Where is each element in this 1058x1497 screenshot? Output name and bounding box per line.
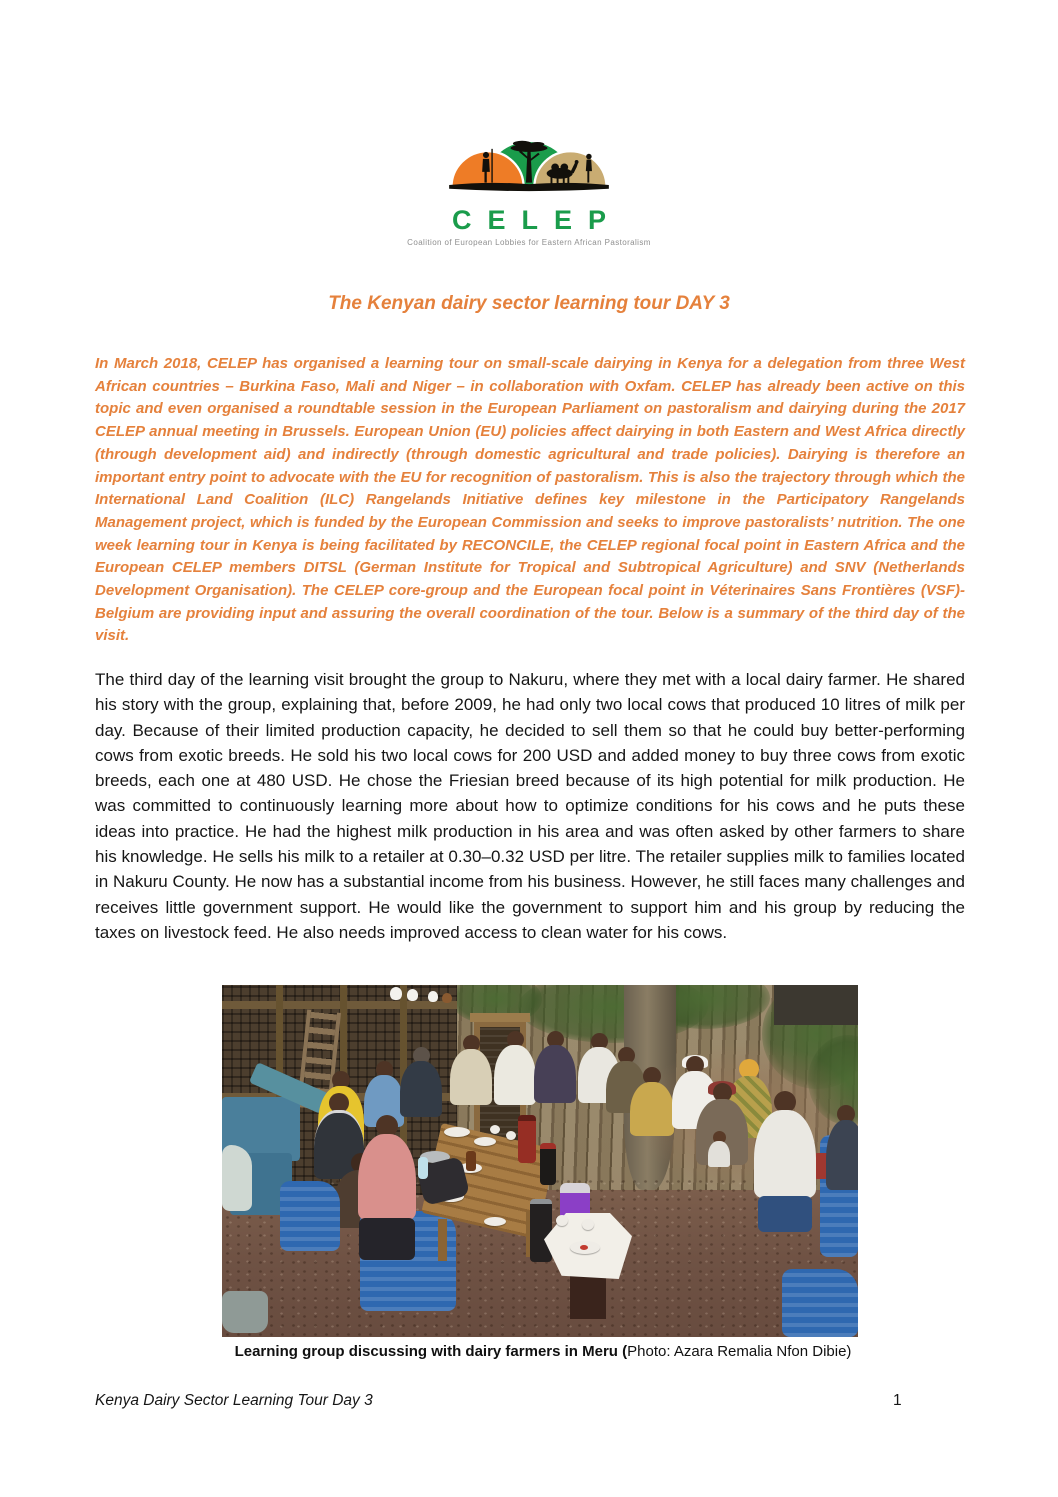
cup xyxy=(556,1215,568,1226)
cooking-pot xyxy=(222,1291,268,1333)
thermos-red xyxy=(518,1115,536,1163)
thermos-black xyxy=(530,1199,552,1262)
bottle xyxy=(466,1151,476,1171)
person xyxy=(450,1035,492,1105)
person xyxy=(630,1067,674,1136)
water-bottle xyxy=(418,1157,428,1179)
person xyxy=(494,1031,536,1105)
celep-logo-icon xyxy=(443,112,615,198)
chicken xyxy=(390,987,402,1000)
chicken xyxy=(428,991,438,1002)
celep-logo xyxy=(0,112,1058,247)
logo-acronym: CELEP xyxy=(451,205,623,235)
plate xyxy=(444,1127,470,1137)
page-number: 1 xyxy=(893,1392,902,1409)
person xyxy=(754,1091,816,1232)
flask xyxy=(540,1143,556,1185)
plate xyxy=(474,1137,496,1146)
cup xyxy=(490,1125,500,1134)
chair xyxy=(222,1145,252,1211)
caption-bold: Learning group discussing with dairy farmers in Meru ( xyxy=(234,1343,628,1360)
person xyxy=(400,1047,442,1117)
intro-paragraph: In March 2018, CELEP has organised a learning tour on small-scale dairying in Kenya for a delegation from three West African countries – Burkina Faso, Mali and Niger – in collaboration with Oxfam. CELEP has already been active on this topic and even organised a roundtable session in the European Parliament on pastoralism and dairying during the 2017 CELEP annual meeting in Brussels. European Union (EU) policies affect dairying in both Eastern and West Africa directly (through development aid) and indirectly (through domestic agricultural and trade policies). Dairying is therefore an important entry point to advocate with the EU for recognition of pastoralism. This is also the trajectory through which the International Land Coalition (ILC) Rangelands Initiative defines key milestone in the Participatory Rangelands Management project, which is funded by the European Commission and seeks to improve pastoralists’ nutrition. The one week learning tour in Kenya is being facilitated by RECONCILE, the CELEP regional focal point in Eastern Africa and the European CELEP members DITSL (German Institute for Tropical and Subtropical Agriculture) and SNV (Netherlands Development Organisation). The CELEP core-group and the European focal point in Véterinaires Sans Frontières (VSF)-Belgium are providing input and assuring the overall coordination of the tour. Below is a summary of the third day of the visit. xyxy=(95,355,965,645)
person-toddler xyxy=(708,1131,730,1167)
page-title: The Kenyan dairy sector learning tour DAY 3 xyxy=(328,293,730,314)
chicken xyxy=(442,993,452,1003)
person xyxy=(358,1115,416,1260)
caption-credit: Photo: Azara Remalia Nfon Dibie) xyxy=(627,1343,852,1360)
logo-tagline: Coalition of European Lobbies for Eastern African Pastoralism xyxy=(407,238,651,247)
plate xyxy=(484,1217,506,1226)
table-leg xyxy=(438,1219,447,1261)
cup xyxy=(582,1219,594,1230)
cup xyxy=(506,1131,516,1140)
photo-learning-group xyxy=(222,985,858,1337)
side-table-stand xyxy=(570,1275,606,1319)
photo-caption xyxy=(14,1343,1058,1360)
chair xyxy=(280,1181,340,1251)
photo-shed-roof xyxy=(774,985,858,1025)
chair xyxy=(782,1269,858,1337)
chicken xyxy=(407,989,418,1001)
body-paragraph: The third day of the learning visit brought the group to Nakuru, where they met with a local dairy farmer. He shared his story with the group, explaining that, before 2009, he had only two local cows that produced 10 litres of milk per day. Because of their limited production capacity, he decided to sell them so that he could buy better-performing cows from exotic breeds. He sold his two local cows for 200 USD and added money to buy three cows from exotic breeds, each one at 480 USD. He chose the Friesian breed because of its high potential for milk production. He was committed to continuously learning more about how to optimize conditions for his cows and he puts these ideas into practice. He had the highest milk production in his area and was often asked by other farmers to share his knowledge. He sells his milk to a retailer at 0.30–0.32 USD per litre. The retailer supplies milk to families located in Nakuru County. He now has a substantial income from his business. However, he still faces many challenges and receives little government support. He would like the government to support him and his group by reducing the taxes on livestock feed. He also needs improved access to clean water for his cows. xyxy=(95,670,965,942)
food xyxy=(580,1245,588,1250)
photo-hut-roof xyxy=(470,1013,530,1022)
footer-title: Kenya Dairy Sector Learning Tour Day 3 xyxy=(95,1392,373,1409)
person xyxy=(826,1105,858,1190)
person xyxy=(534,1031,576,1103)
